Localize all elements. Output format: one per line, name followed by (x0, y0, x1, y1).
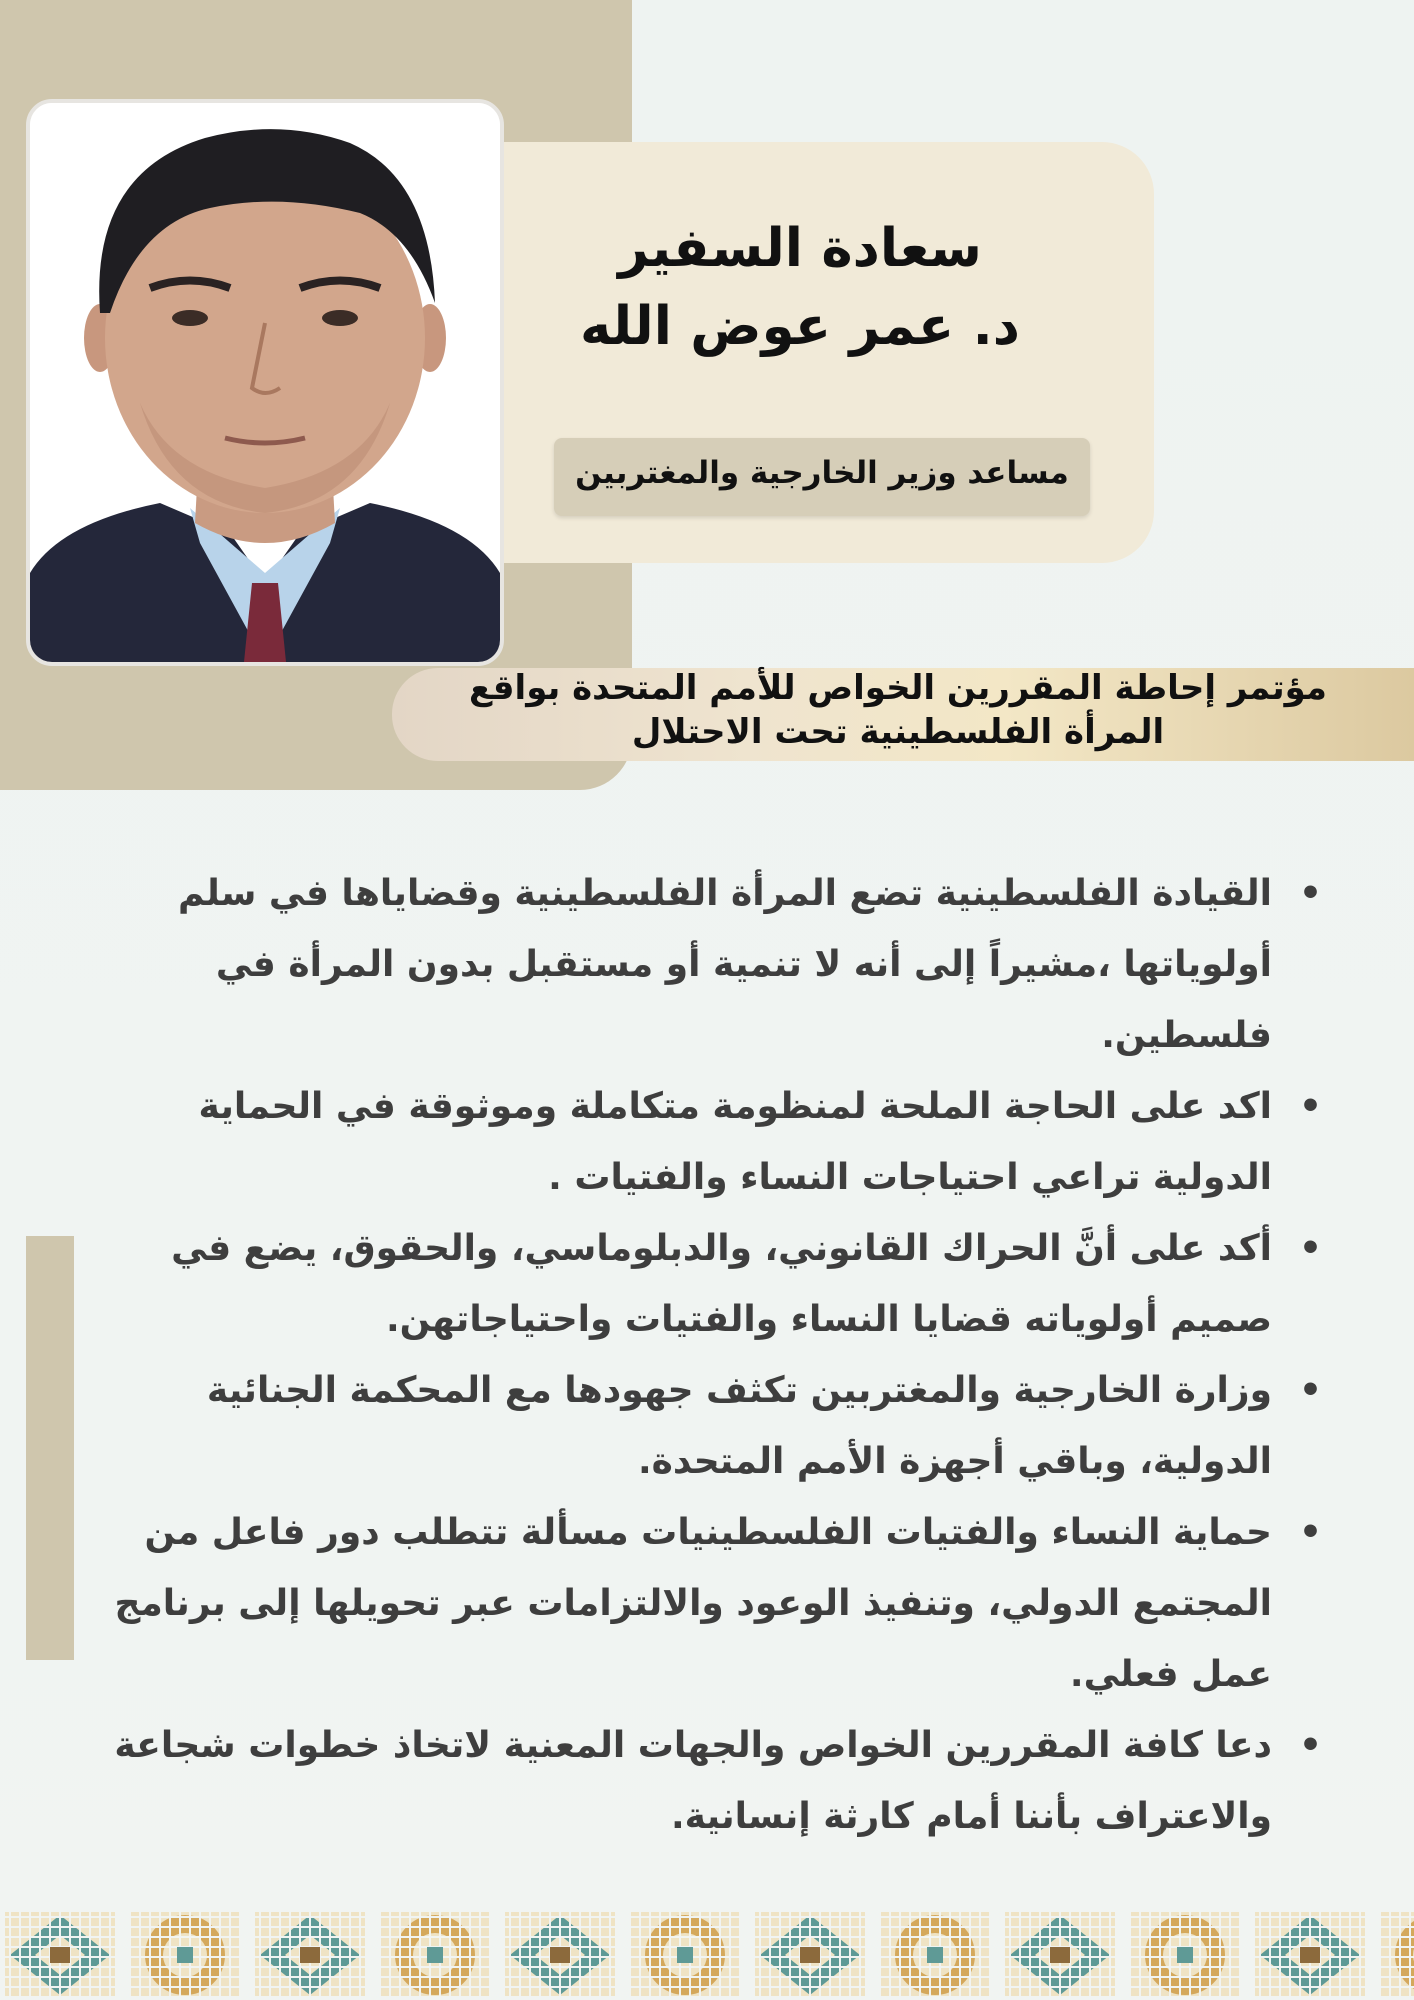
statement-item: • أكد على أنَّ الحراك القانوني، والدبلوماسي، والحقوق، يضع في صميم أولوياته قضايا النساء والفتيات واحتياجاتهن. (82, 1213, 1322, 1355)
portrait-photo (26, 99, 504, 666)
person-name: د. عمر عوض الله (580, 296, 1020, 357)
statement-item: • وزارة الخارجية والمغتربين تكثف جهودها مع المحكمة الجنائية الدولية، وباقي أجهزة الأمم المتحدة. (82, 1355, 1322, 1497)
statement-item: • حماية النساء والفتيات الفلسطينيات مسألة تتطلب دور فاعل من المجتمع الدولي، وتنفيذ الوعود والالتزامات عبر تحويلها إلى برنامج عمل فعلي. (82, 1497, 1322, 1710)
embroidery-border (0, 1907, 1414, 2000)
statement-item: • القيادة الفلسطينية تضع المرأة الفلسطينية وقضاياها في سلم أولوياتها ،مشيراً إلى أنه لا تنمية أو مستقبل بدون المرأة في فلسطين. (82, 858, 1322, 1071)
role-badge (554, 438, 1090, 516)
statement-list (82, 858, 1322, 1852)
honorific-title: سعادة السفير (618, 218, 982, 279)
statement-item: • دعا كافة المقررين الخواص والجهات المعنية لاتخاذ خطوات شجاعة والاعتراف بأننا أمام كارثة إنسانية. (82, 1710, 1322, 1852)
conference-title-line-2: المرأة الفلسطينية تحت الاحتلال (631, 712, 1165, 752)
conference-title-line-1: مؤتمر إحاطة المقررين الخواص للأمم المتحدة بواقع (469, 668, 1327, 708)
role-text: مساعد وزير الخارجية والمغتربين (575, 455, 1069, 491)
statement-item: • اكد على الحاجة الملحة لمنظومة متكاملة وموثوقة في الحماية الدولية تراعي احتياجات النساء والفتيات . (82, 1071, 1322, 1213)
embroidery-pattern (0, 1907, 1414, 2000)
portrait-illustration (30, 103, 500, 662)
side-accent-bar (26, 1236, 74, 1660)
